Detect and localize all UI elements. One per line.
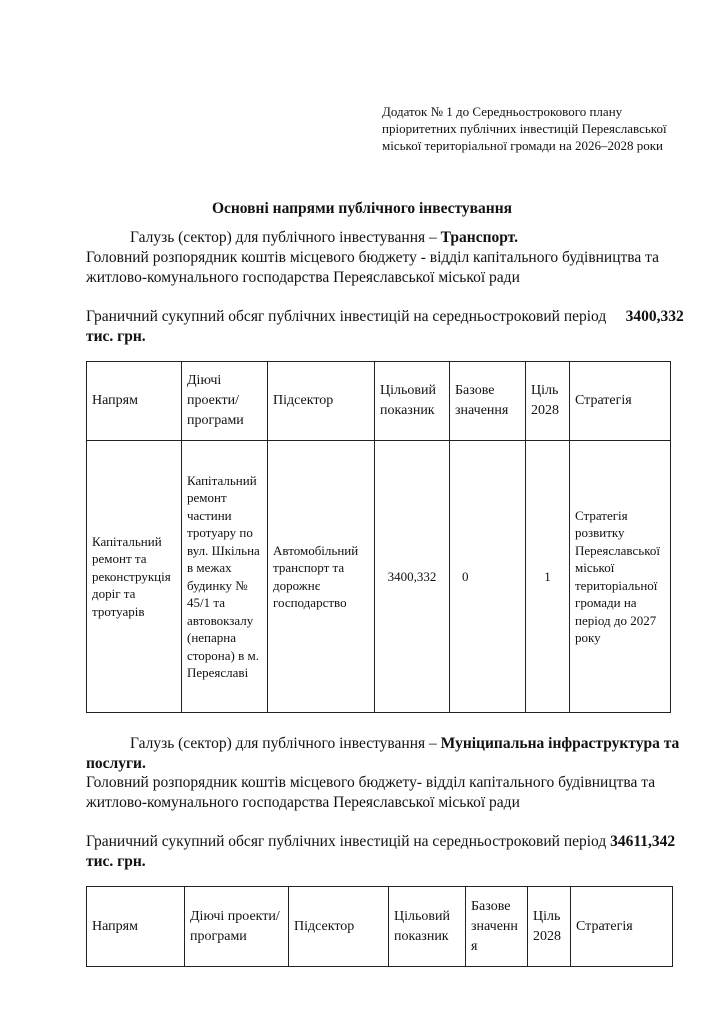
cell-project: Капітальний ремонт частини тротуару по вул. Шкільна в межах будинку № 45/1 та автовокзалу (непарна сторона) в м. Переяславі bbox=[182, 441, 268, 713]
budget-manager-1: Головний розпорядник коштів місцевого бюджету - відділ капітального будівництва та житлово-комунального господарства Переяславської міської ради bbox=[86, 249, 660, 286]
limit-prefix: Граничний сукупний обсяг публічних інвестицій на середньостроковий період bbox=[86, 833, 611, 850]
sector-prefix: Галузь (сектор) для публічного інвестування – bbox=[130, 735, 441, 752]
table-header-row bbox=[87, 887, 673, 967]
cell-strategy: Стратегія розвитку Переяславської міської територіальної громади на період до 2027 року bbox=[570, 441, 671, 713]
limit-value: 3400,332 тис. грн. bbox=[86, 308, 684, 345]
investment-limit-2 bbox=[86, 832, 686, 871]
cell-target-indicator: 3400,332 bbox=[375, 441, 450, 713]
header-strategy: Стратегія bbox=[570, 362, 671, 441]
header-target-indicator: Цільовий показник bbox=[375, 362, 450, 441]
limit-prefix: Граничний сукупний обсяг публічних інвестицій на середньостроковий період bbox=[86, 308, 611, 325]
investment-limit-1 bbox=[86, 307, 686, 346]
header-base-value: Базове значення bbox=[466, 887, 528, 967]
header-target-indicator: Цільовий показник bbox=[389, 887, 466, 967]
header-base-value: Базове значення bbox=[450, 362, 526, 441]
header-subsector: Підсектор bbox=[289, 887, 389, 967]
limit-value: 34611,342 тис. грн. bbox=[86, 833, 676, 870]
cell-base-value: 0 bbox=[450, 441, 526, 713]
cell-goal-2028: 1 bbox=[526, 441, 570, 713]
header-projects: Діючі проекти/ програми bbox=[182, 362, 268, 441]
cell-direction: Капітальний ремонт та реконструкція доріг та тротуарів bbox=[87, 441, 182, 713]
header-goal-2028: Ціль 2028 bbox=[526, 362, 570, 441]
table-row bbox=[87, 441, 671, 713]
header-direction: Напрям bbox=[87, 362, 182, 441]
page-title: Основні напрями публічного інвестування bbox=[211, 200, 513, 217]
sector-prefix: Галузь (сектор) для публічного інвестування – bbox=[130, 229, 441, 246]
sector-name: Муніципальна інфраструктура та послуги. bbox=[86, 735, 680, 772]
investment-table-1 bbox=[86, 361, 671, 713]
header-goal-2028: Ціль 2028 bbox=[528, 887, 571, 967]
budget-manager-2: Головний розпорядник коштів місцевого бюджету- відділ капітального будівництва та житлово-комунального господарства Переяславської міської ради bbox=[86, 774, 656, 811]
header-strategy: Стратегія bbox=[571, 887, 673, 967]
cell-subsector: Автомобільний транспорт та дорожнє господарство bbox=[268, 441, 375, 713]
investment-table-2 bbox=[86, 886, 673, 967]
header-subsector: Підсектор bbox=[268, 362, 375, 441]
sector-line-2 bbox=[86, 734, 686, 773]
annex-note: Додаток № 1 до Середньострокового плану пріоритетних публічних інвестицій Переяславської міської територіальної громади на 2026–2028 роки bbox=[382, 104, 667, 153]
header-direction: Напрям bbox=[87, 887, 185, 967]
sector-line-1 bbox=[86, 228, 686, 248]
table-header-row bbox=[87, 362, 671, 441]
sector-name: Транспорт. bbox=[440, 229, 518, 246]
header-projects: Діючі проекти/ програми bbox=[185, 887, 289, 967]
